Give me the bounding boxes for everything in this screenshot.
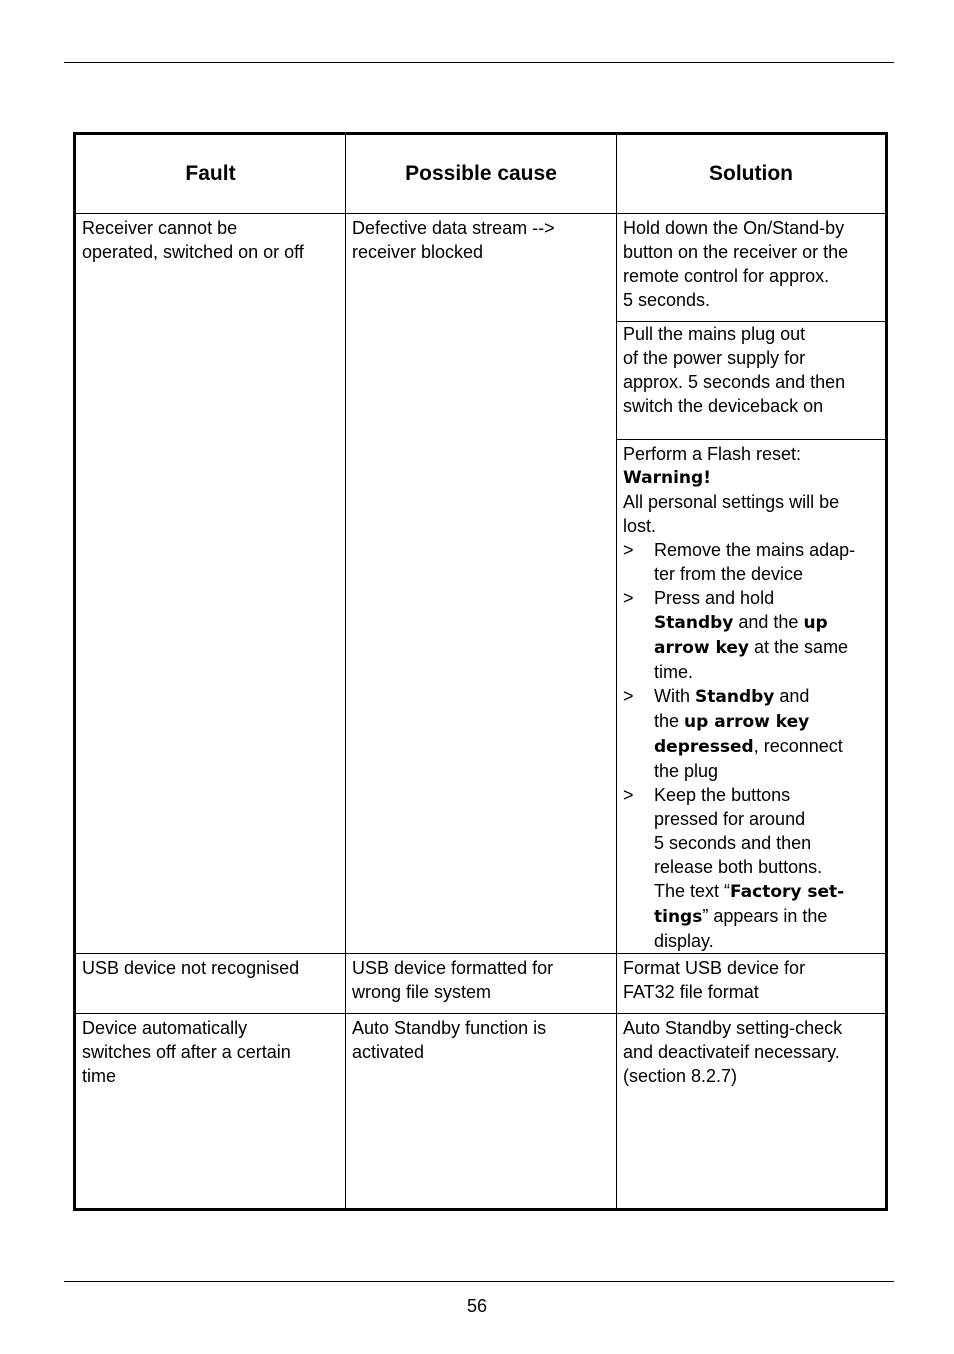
table-row [75,1014,887,1210]
list-item [623,783,879,953]
text-line: Pull the mains plug out [623,324,806,344]
text-line: FAT32 file format [623,982,759,1002]
text-line: Auto Standby setting-check [623,1018,843,1038]
text-line: activated [352,1042,425,1062]
arrow-key-label: arrow key [654,638,750,658]
page-number: 56 [466,1296,488,1316]
text-line: USB device formatted for [352,958,554,978]
list-item [623,538,879,586]
text-line: display. [654,931,714,951]
solution-cell [617,214,887,322]
text-line: operated, switched on or off [82,242,304,262]
text-line: of the power supply for [623,348,806,368]
bullet-marker: > [623,686,634,706]
text-line [654,709,879,734]
text-line: Device automatically [82,1018,248,1038]
up-arrow-key-label: up arrow key [684,712,810,732]
standby-key-label: Standby [695,687,775,707]
text-line: button on the receiver or the [623,242,849,262]
text-line: release both buttons. [654,857,823,877]
header-solution: Solution [617,134,887,214]
solution-cell [617,440,887,954]
text-line [654,904,879,929]
up-label: up [803,613,828,633]
text-line: the plug [654,761,719,781]
text-line: switch the deviceback on [623,396,824,416]
text-line: Hold down the On/Stand-by [623,218,845,238]
text-span: ” appears in the [702,906,828,926]
solution-cell [617,954,887,1014]
text-line: time. [654,662,694,682]
text-span: The text “ [654,881,731,901]
text-span: and [774,686,810,706]
text-line: time [82,1066,117,1086]
solution-cell [617,1014,887,1210]
text-span: With [654,686,696,706]
text-line [654,610,879,635]
bullet-marker: > [623,785,634,805]
standby-key-label: Standby [654,613,734,633]
header-fault: Fault [75,134,346,214]
text-line: 5 seconds and then [654,833,812,853]
text-line: ter from the device [654,564,804,584]
depressed-label: depressed [654,737,754,757]
text-line [654,734,879,759]
text-line: Press and hold [654,588,775,608]
header-rule [64,62,894,63]
flash-reset-intro: Perform a Flash reset: [623,444,802,464]
text-line [654,684,879,709]
text-line [654,879,879,904]
text-line [654,635,879,660]
table-row [75,214,887,322]
text-span: the [654,711,685,731]
factory-settings-label: tings [654,907,703,927]
fault-cell [75,1014,346,1210]
text-span: at the same [749,637,849,657]
header-row [75,134,887,214]
text-line: receiver blocked [352,242,484,262]
cause-cell [346,1014,617,1210]
text-span: , reconnect [753,736,843,756]
text-line: Keep the buttons [654,785,791,805]
text-line: approx. 5 seconds and then [623,372,846,392]
bullet-marker: > [623,540,634,560]
text-line: Defective data stream --> [352,218,555,238]
warning-label: Warning! [623,468,711,488]
text-span: and the [733,612,804,632]
text-line: USB device not recognised [82,958,300,978]
text-line: Receiver cannot be [82,218,238,238]
text-line: Remove the mains adap- [654,540,856,560]
text-line: (section 8.2.7) [623,1066,738,1086]
cause-cell [346,954,617,1014]
text-line: and deactivateif necessary. [623,1042,840,1062]
text-line: All personal settings will be [623,492,840,512]
text-line: remote control for approx. [623,266,830,286]
text-line: Auto Standby function is [352,1018,547,1038]
text-line: pressed for around [654,809,806,829]
text-line: switches off after a certain [82,1042,291,1062]
text-line: lost. [623,516,657,536]
list-item [623,586,879,684]
solution-cell [617,322,887,440]
troubleshooting-table [73,132,888,1211]
flash-reset-steps [623,538,879,953]
list-item [623,684,879,783]
bullet-marker: > [623,588,634,608]
footer-rule [64,1281,894,1282]
fault-cell [75,954,346,1014]
cause-cell [346,214,617,954]
text-line: 5 seconds. [623,290,711,310]
factory-settings-label: Factory set- [730,882,845,902]
header-possible-cause: Possible cause [346,134,617,214]
fault-cell [75,214,346,954]
text-line: Format USB device for [623,958,806,978]
text-line: wrong file system [352,982,492,1002]
table-row [75,954,887,1014]
